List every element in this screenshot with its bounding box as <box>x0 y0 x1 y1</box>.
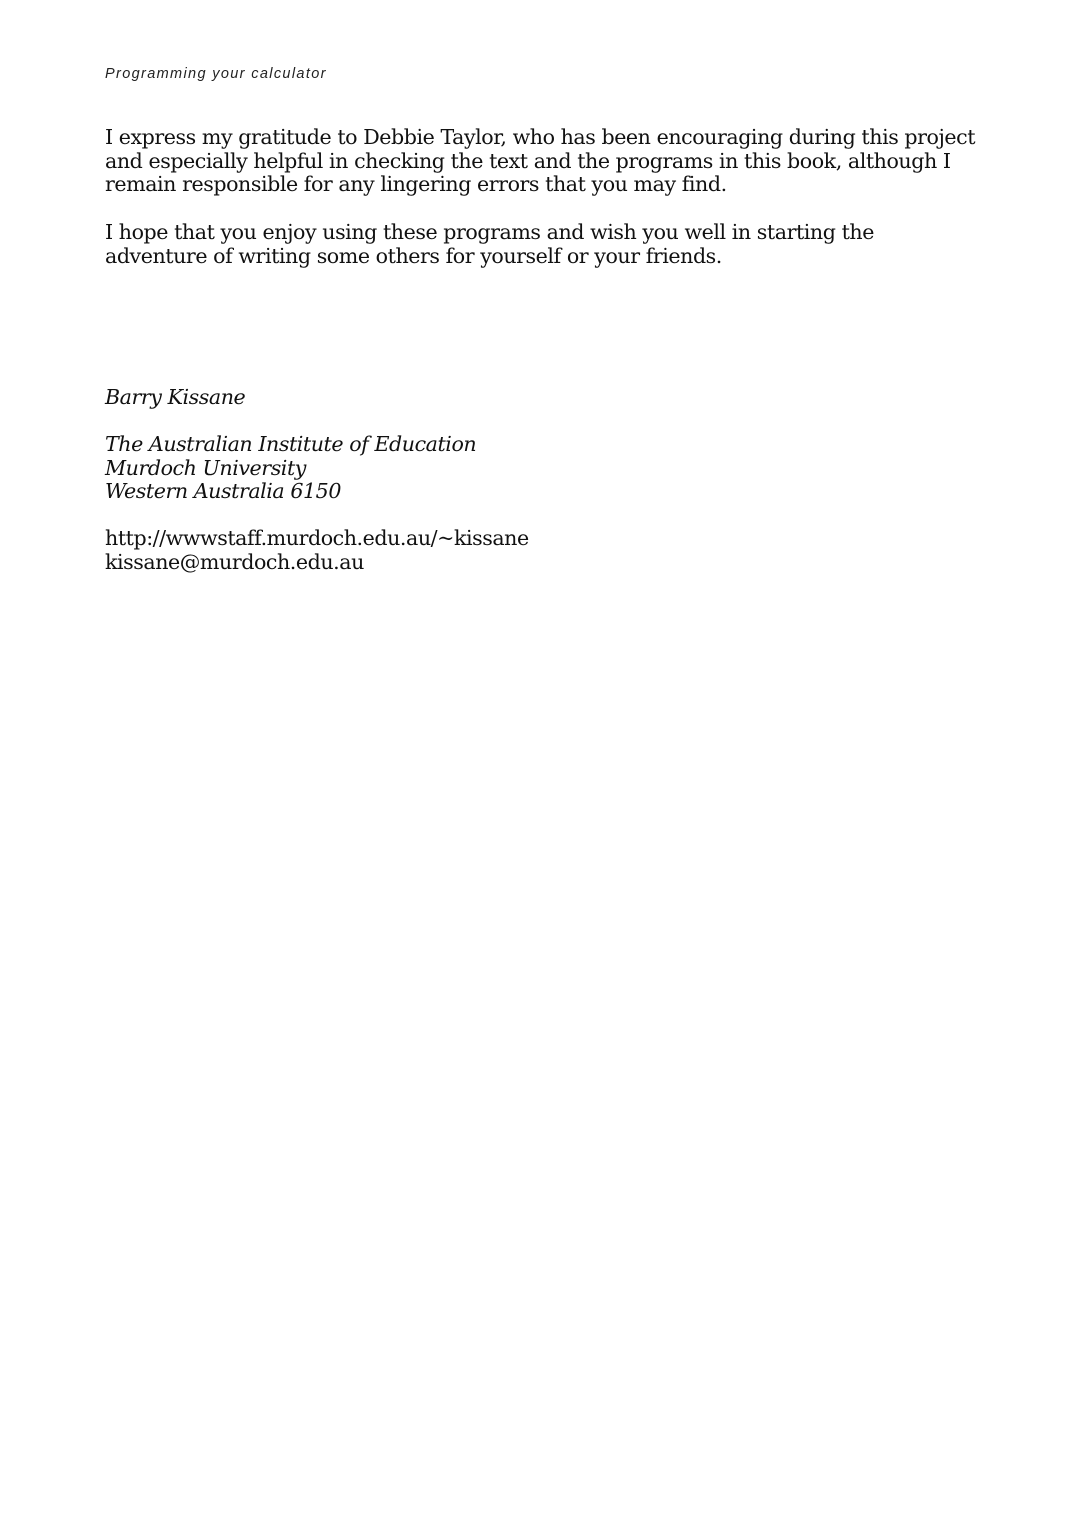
closing-paragraph <box>105 221 874 268</box>
address-line: Western Australia 6150 <box>105 479 341 503</box>
paragraph-line: and especially helpful in checking the text and the programs in this book, although I <box>105 148 951 173</box>
author-address <box>105 433 476 504</box>
running-header: Programming your calculator <box>105 66 327 82</box>
website-link[interactable]: http://wwwstaff.murdoch.edu.au/~kissane <box>105 526 529 550</box>
paragraph-line: I hope that you enjoy using these programs and wish you well in starting the <box>105 220 874 244</box>
paragraph-line: I express my gratitude to Debbie Taylor, who has been encouraging during this project <box>105 125 976 149</box>
author-signature <box>105 386 245 410</box>
address-line: The Australian Institute of Education <box>105 432 477 456</box>
address-line: Murdoch University <box>105 455 306 480</box>
author-name: Barry Kissane <box>105 385 246 409</box>
paragraph-line: remain responsible for any lingering errors that you may find. <box>105 172 727 196</box>
author-contact <box>105 527 529 574</box>
acknowledgement-paragraph <box>105 126 975 197</box>
email-link[interactable]: kissane@murdoch.edu.au <box>105 549 364 574</box>
paragraph-line: adventure of writing some others for yourself or your friends. <box>105 243 722 268</box>
